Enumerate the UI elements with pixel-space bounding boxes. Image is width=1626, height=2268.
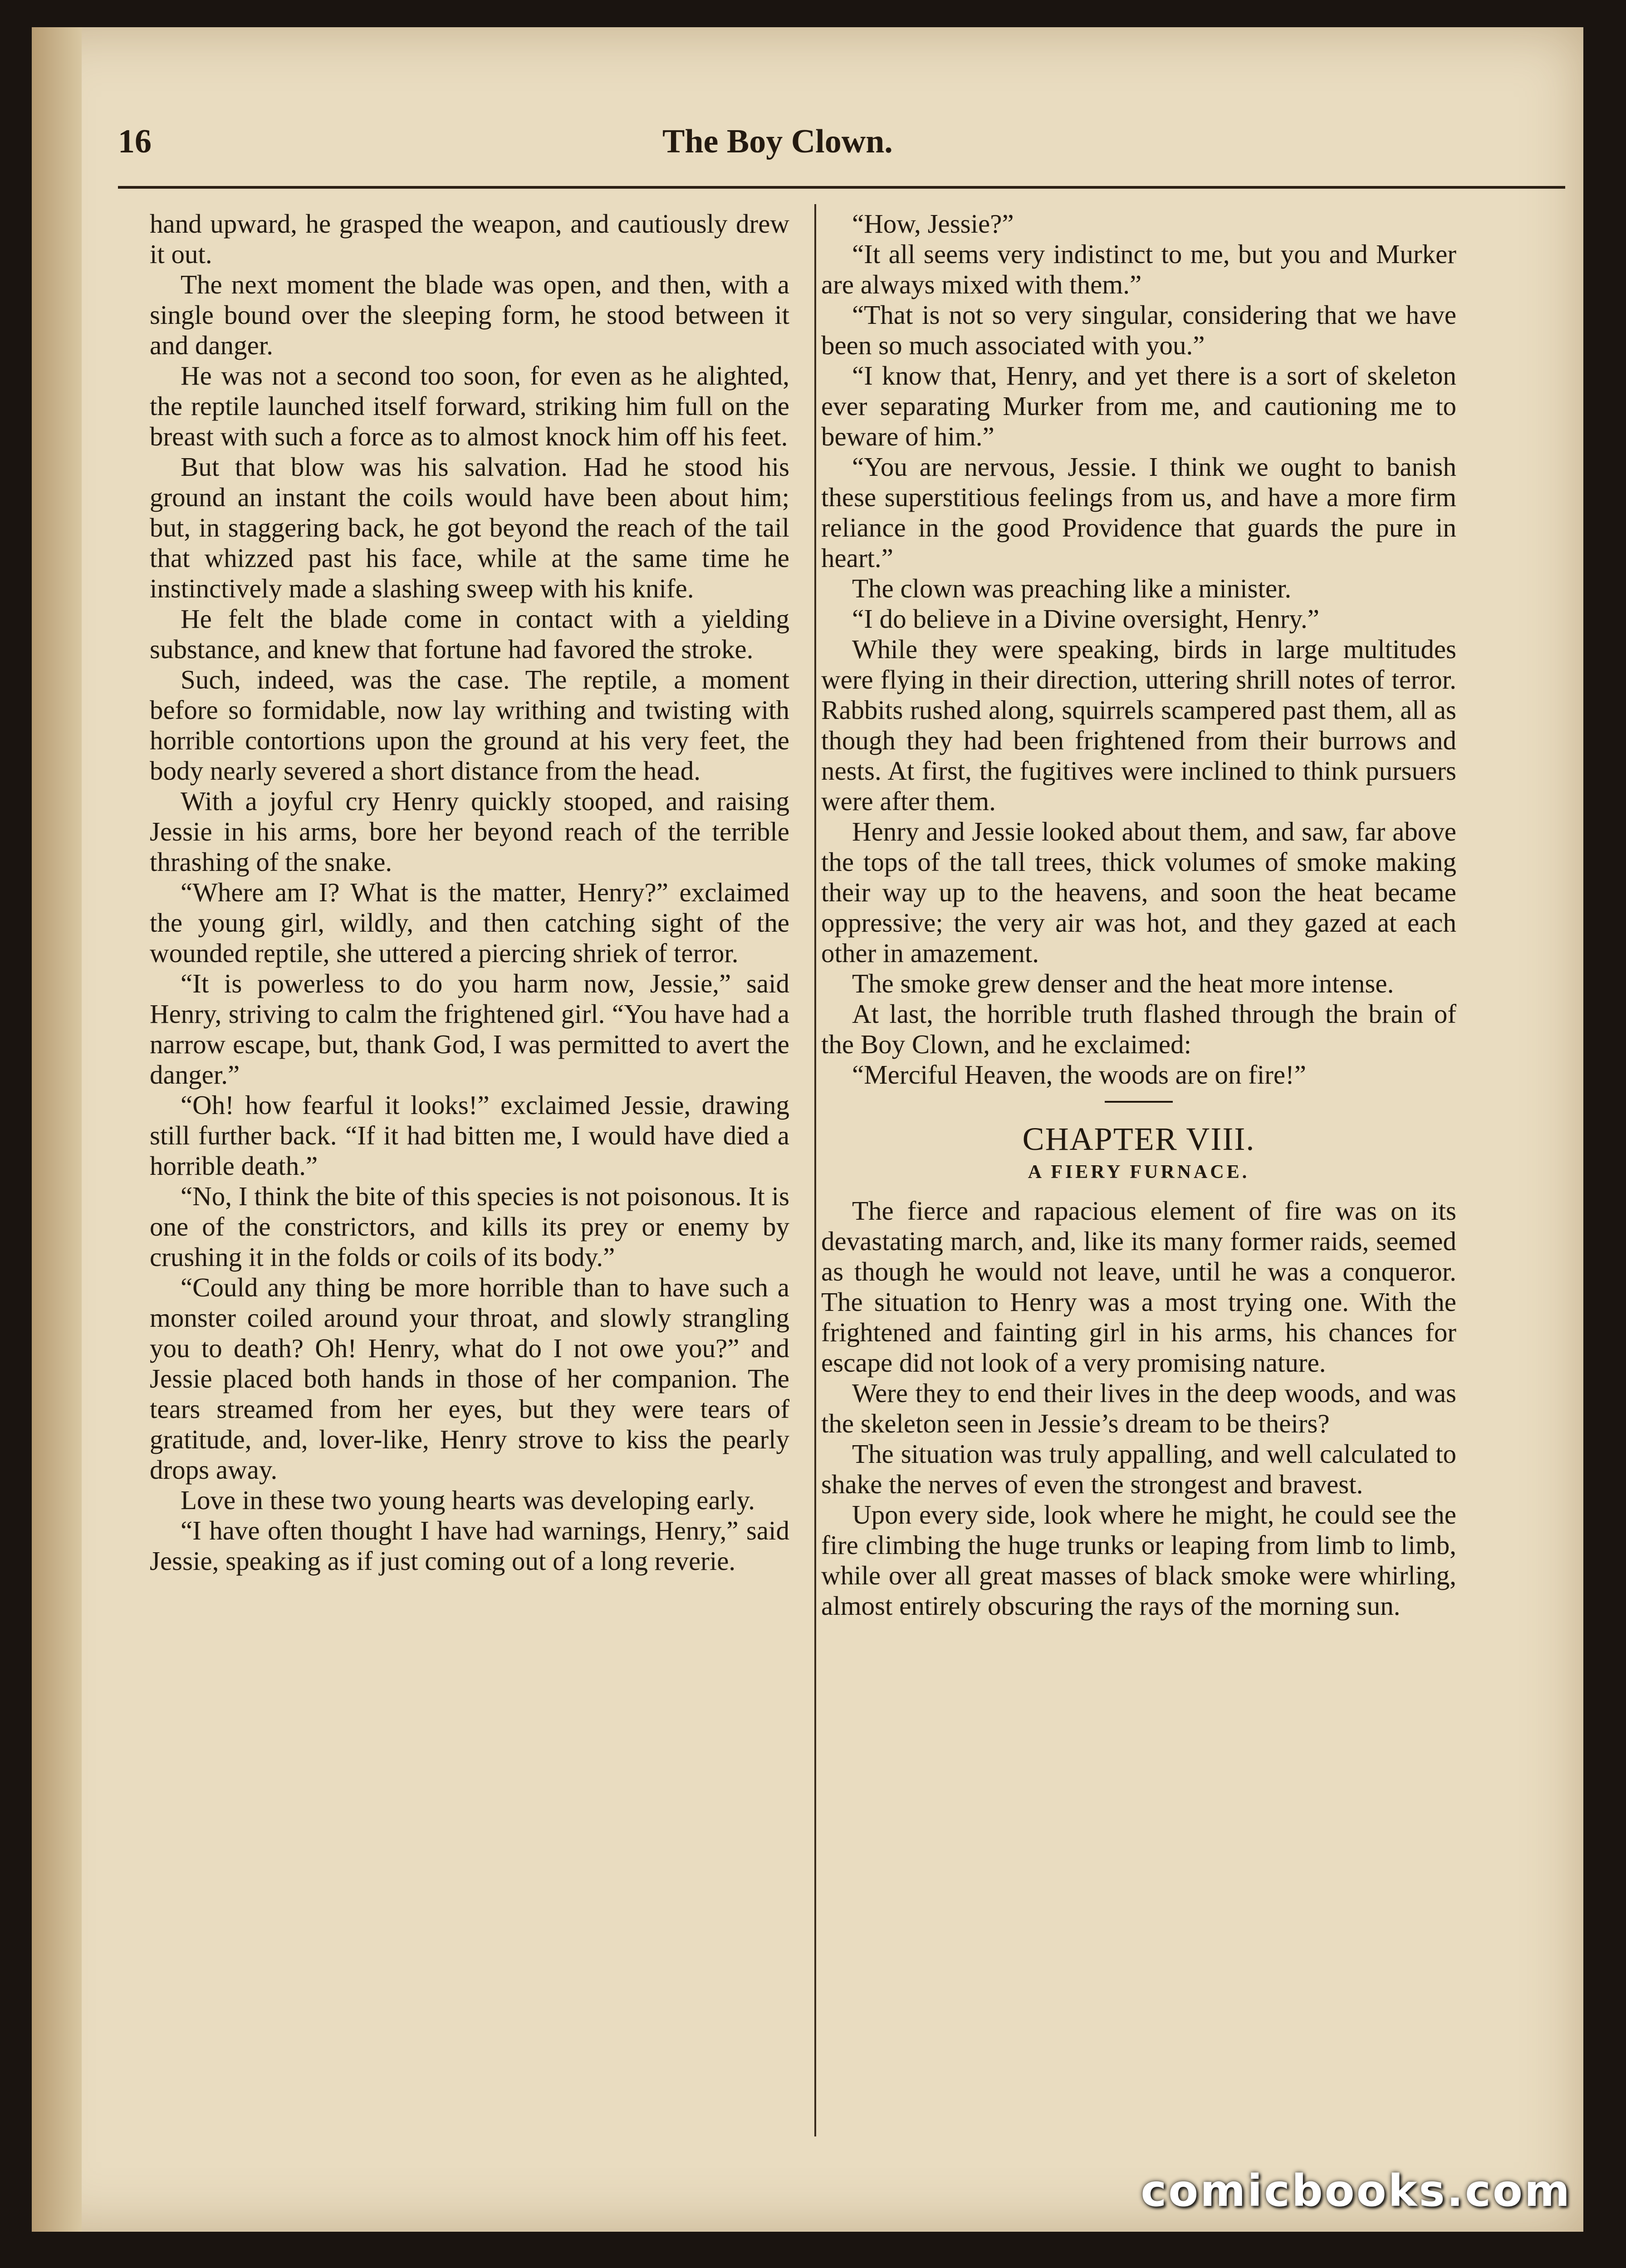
paragraph: The fierce and rapacious element of fire was on its devastating march, and, like its many former raids, seemed as though he would not leave, until he was a conqueror. The situation to Henry was a most trying one. With the frightened and fainting girl in his arms, his chances for escape did not look of a very promising nature. <box>821 1196 1456 1378</box>
left-column <box>150 209 789 1576</box>
paragraph: “No, I think the bite of this species is not poisonous. It is one of the constrictors, and kills its prey or enemy by crushing it in the folds or coils of its body.” <box>150 1181 789 1272</box>
paragraph: Were they to end their lives in the deep woods, and was the skeleton seen in Jessie’s dream to be theirs? <box>821 1378 1456 1438</box>
paragraph: Such, indeed, was the case. The reptile, a moment before so formidable, now lay writhing and twisting with horrible contortions upon the ground at his very feet, the body nearly severed a short distance from the head. <box>150 665 789 786</box>
watermark-logo: comicbooks.com <box>1141 2165 1572 2216</box>
column-divider <box>814 204 816 2136</box>
paragraph: But that blow was his salvation. Had he stood his ground an instant the coils would have been about him; but, in staggering back, he got beyond the reach of the tail that whizzed past his face, while at the same time he instinctively made a slashing sweep with his knife. <box>150 452 789 603</box>
paragraph: “I do believe in a Divine oversight, Henry.” <box>852 604 1319 634</box>
right-column <box>821 209 1456 1621</box>
paragraph: “How, Jessie?” <box>852 209 1014 239</box>
paragraph: While they were speaking, birds in large multitudes were flying in their direction, uttering shrill notes of terror. Rabbits rushed along, squirrels scampered past them, all as though they had been frightened from their burrows and nests. At first, the fugitives were inclined to think pursuers were after them. <box>821 634 1456 816</box>
paragraph: “Merciful Heaven, the woods are on fire!” <box>852 1060 1306 1090</box>
paragraph: Love in these two young hearts was developing early. <box>181 1485 755 1515</box>
paragraph: “Could any thing be more horrible than to have such a monster coiled around your throat, and slowly strangling you to death? Oh! Henry, what do I not owe you?” and Jessie placed both hands in those of her companion. The tears streamed from her eyes, but they were tears of gratitude, and, lover-like, Henry strove to kiss the pearly drops away. <box>150 1272 789 1485</box>
paragraph: hand upward, he grasped the weapon, and cautiously drew it out. <box>150 209 789 269</box>
paragraph: “It all seems very indistinct to me, but you and Murker are always mixed with them.” <box>821 239 1456 299</box>
page-number: 16 <box>118 123 152 160</box>
paragraph: The clown was preaching like a minister. <box>852 573 1292 603</box>
paragraph: The next moment the blade was open, and then, with a single bound over the sleeping form, he stood between it and danger. <box>150 269 789 360</box>
chapter-title: CHAPTER VIII. <box>1022 1121 1255 1157</box>
paragraph: Upon every side, look where he might, he could see the fire climbing the huge trunks or leaping from limb to limb, while over all great masses of black smoke were whirling, almost entirely obscuring the rays of the morning sun. <box>821 1500 1456 1621</box>
paragraph: At last, the horrible truth flashed through the brain of the Boy Clown, and he exclaimed: <box>821 999 1456 1059</box>
page-binding-edge <box>32 27 82 2232</box>
running-title: The Boy Clown. <box>662 123 893 160</box>
paragraph: “I have often thought I have had warnings, Henry,” said Jessie, speaking as if just coming out of a long reverie. <box>150 1515 789 1576</box>
paragraph: “You are nervous, Jessie. I think we ought to banish these superstitious feelings from us, and have a more firm reliance in the good Providence that guards the pure in heart.” <box>821 452 1456 573</box>
paragraph: He felt the blade come in contact with a yielding substance, and knew that fortune had favored the stroke. <box>150 604 789 664</box>
paragraph: “It is powerless to do you harm now, Jessie,” said Henry, striving to calm the frightened girl. “You have had a narrow escape, but, thank God, I was permitted to avert the danger.” <box>150 968 789 1090</box>
paragraph: “That is not so very singular, considering that we have been so much associated with you.” <box>821 300 1456 360</box>
paragraph: “Where am I? What is the matter, Henry?” exclaimed the young girl, wildly, and then catching sight of the wounded reptile, she uttered a piercing shriek of terror. <box>150 877 789 968</box>
paragraph: The smoke grew denser and the heat more intense. <box>852 968 1394 998</box>
paragraph: “Oh! how fearful it looks!” exclaimed Jessie, drawing still further back. “If it had bitten me, I would have died a horrible death.” <box>150 1090 789 1181</box>
paragraph: “I know that, Henry, and yet there is a sort of skeleton ever separating Murker from me, and cautioning me to beware of him.” <box>821 361 1456 451</box>
paragraph: Henry and Jessie looked about them, and saw, far above the tops of the tall trees, thick volumes of smoke making their way up to the heavens, and soon the heat became oppressive; the very air was hot, and they gazed at each other in amazement. <box>821 816 1456 968</box>
chapter-subtitle: A FIERY FURNACE. <box>1028 1162 1250 1183</box>
header-rule <box>118 186 1565 189</box>
paragraph: With a joyful cry Henry quickly stooped, and raising Jessie in his arms, bore her beyond reach of the terrible thrashing of the snake. <box>150 786 789 877</box>
paragraph: The situation was truly appalling, and well calculated to shake the nerves of even the strongest and bravest. <box>821 1439 1456 1499</box>
paragraph: He was not a second too soon, for even as he alighted, the reptile launched itself forward, striking him full on the breast with such a force as to almost knock him off his feet. <box>150 361 789 451</box>
chapter-rule <box>1105 1101 1173 1103</box>
